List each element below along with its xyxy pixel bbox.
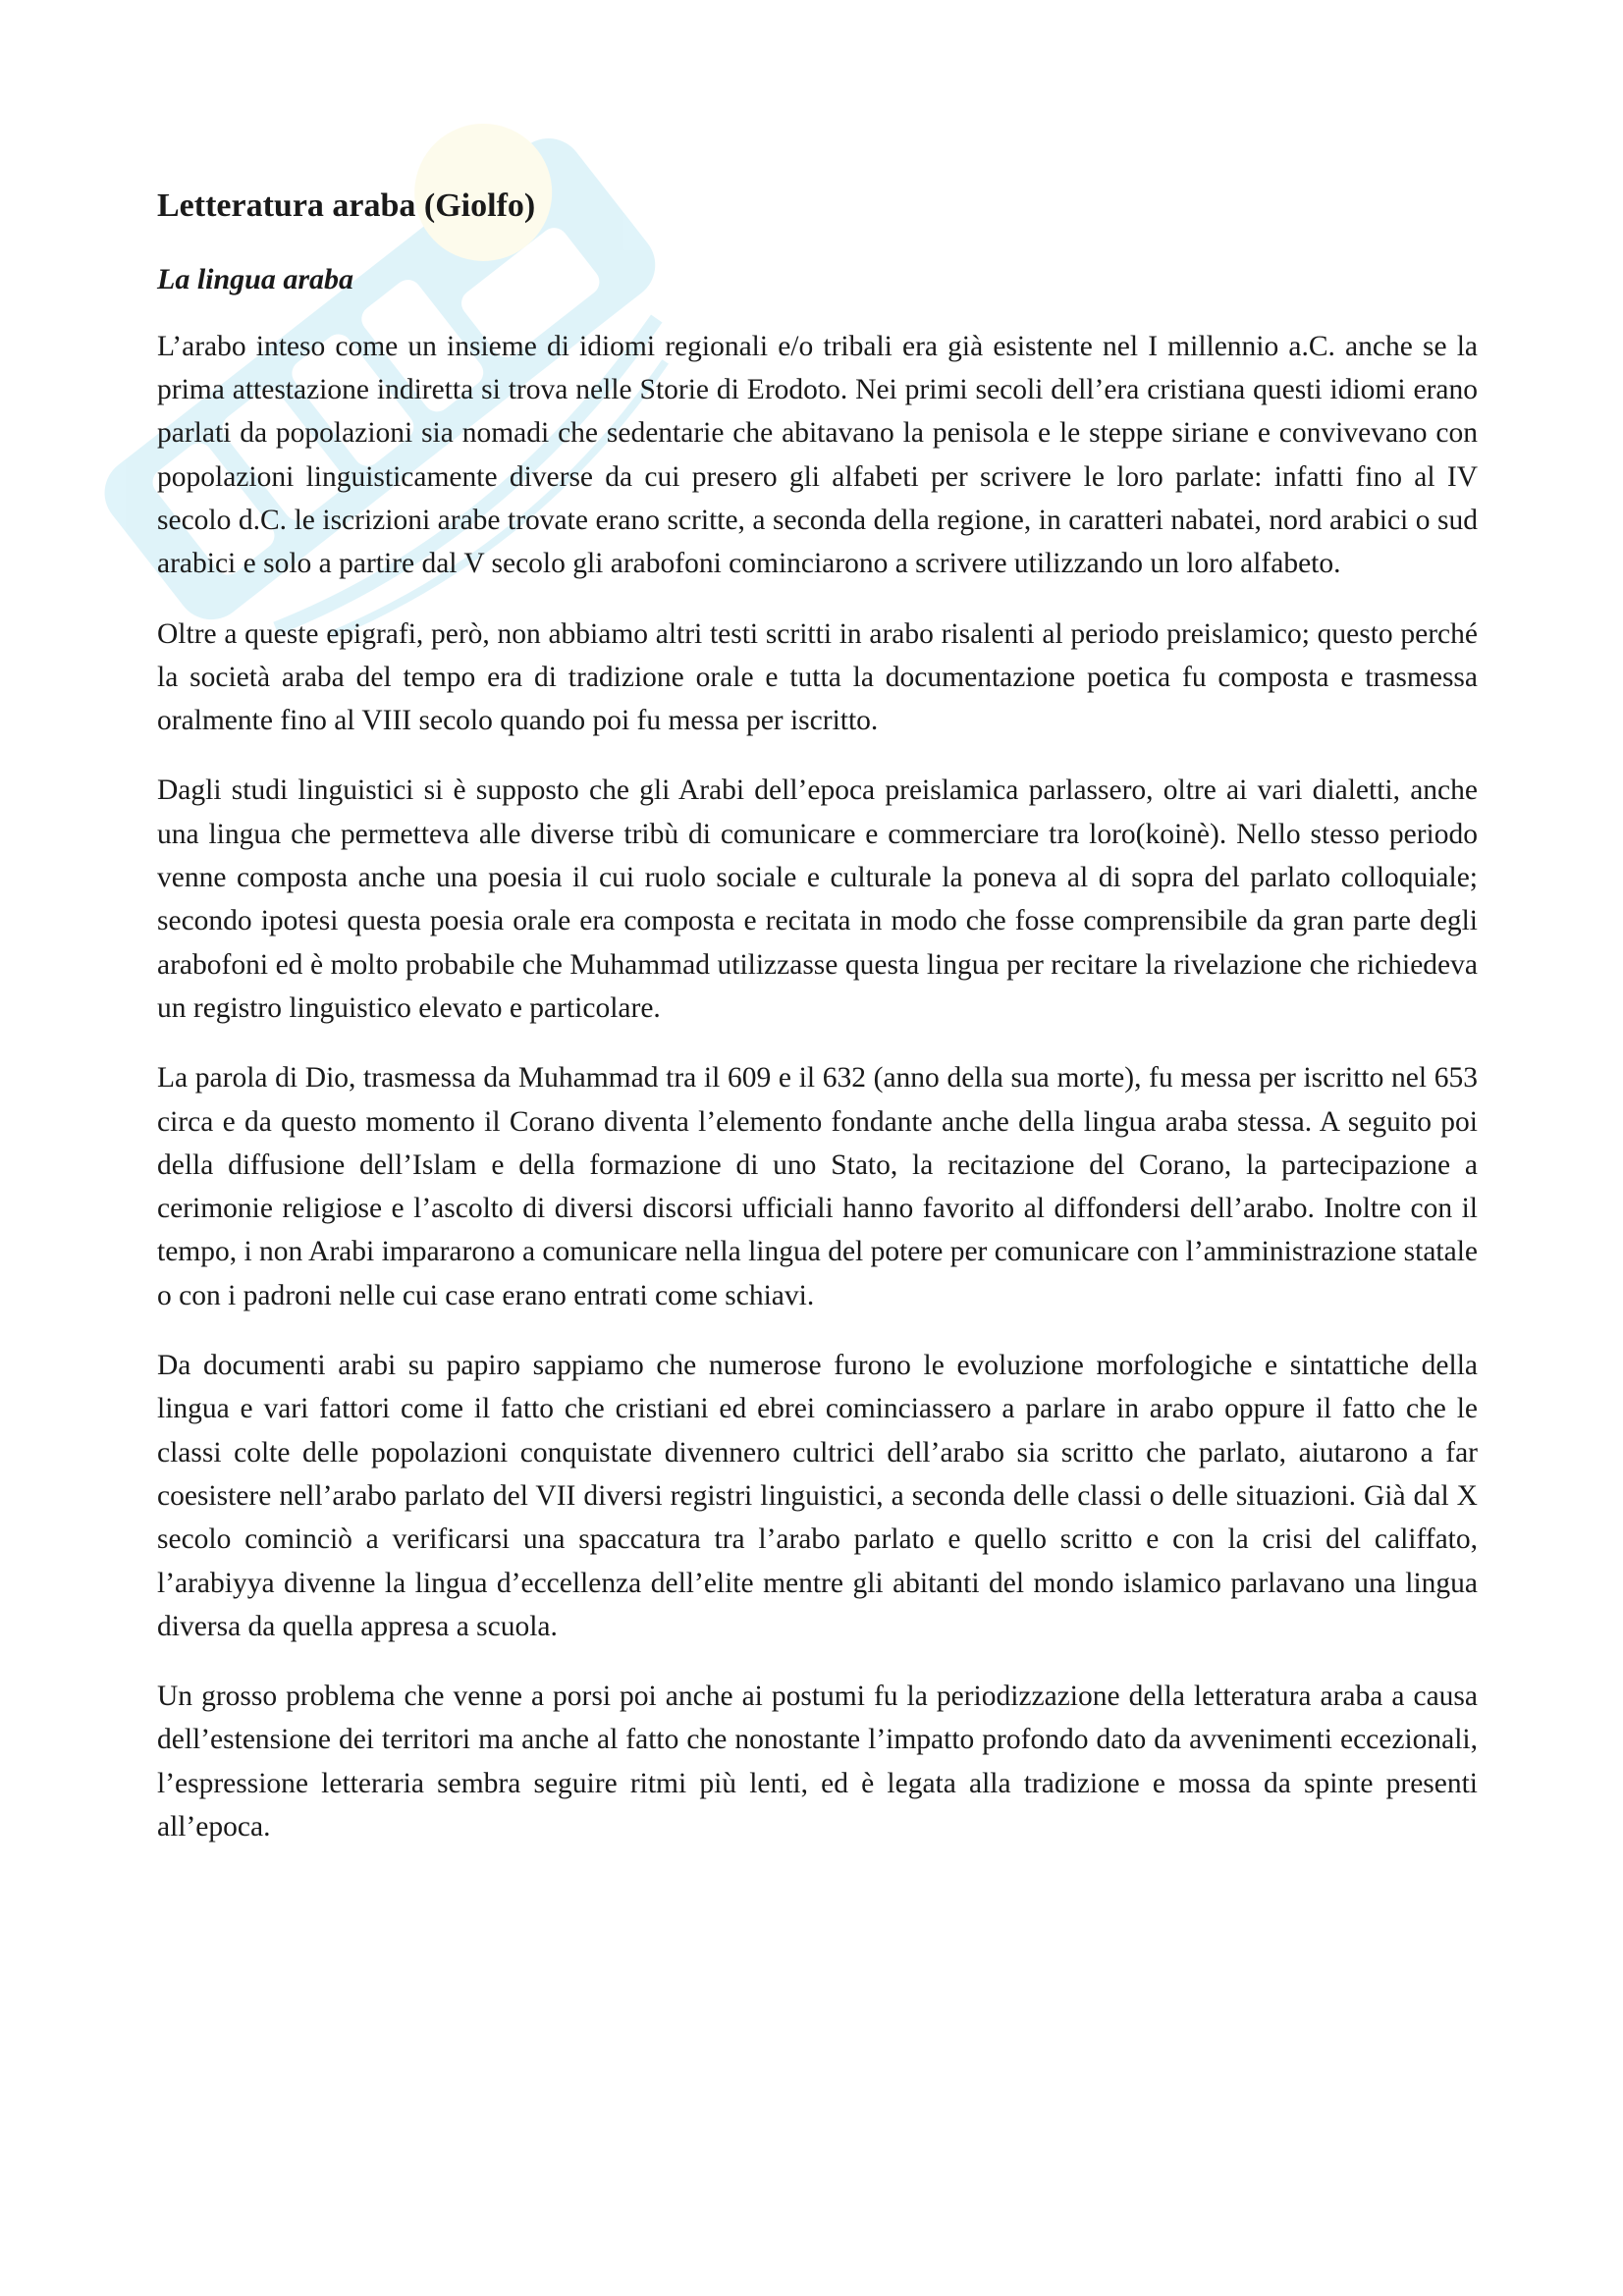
document-page: [157, 187, 1478, 1875]
paragraph: La parola di Dio, trasmessa da Muhammad tra il 609 e il 632 (anno della sua morte), fu messa per iscritto nel 653 circa e da questo momento il Corano diventa l’elemento fondante anche della lingua araba stessa. A seguito poi della diffusione dell’Islam e della formazione di uno Stato, la recitazione del Corano, la partecipazione a cerimonie religiose e l’ascolto di diversi discorsi ufficiali hanno favorito al diffondersi dell’arabo. Inoltre con il tempo, i non Arabi impararono a comunicare nella lingua del potere per comunicare con l’amministrazione statale o con i padroni nelle cui case erano entrati come schiavi.: [157, 1062, 1479, 1311]
document-title: Letteratura araba (Giolfo): [157, 187, 536, 224]
paragraph: Da documenti arabi su papiro sappiamo che numerose furono le evoluzione morfologiche e sintattiche della lingua e vari fattori come il fatto che cristiani ed ebrei cominciassero a parlare in arabo oppure il fatto che le classi colte delle popolazioni conquistate divennero cultrici dell’arabo sia scritto che parlato, aiutarono a far coesistere nell’arabo parlato del VII diversi registri linguistici, a seconda delle classi o delle situazioni. Già dal X secolo cominciò a verificarsi una spaccatura tra l’arabo parlato e quello scritto e con la crisi del califfato, l’arabiyya divenne la lingua d’eccellenza dell’elite mentre gli abitanti del mondo islamico parlavano una lingua diversa da quella appresa a scuola.: [157, 1350, 1478, 1642]
paragraph: Dagli studi linguistici si è supposto che gli Arabi dell’epoca preislamica parlassero, oltre ai vari dialetti, anche una lingua che permetteva alle diverse tribù di comunicare e commerciare tra loro(koinè). Nello stesso periodo venne composta anche una poesia il cui ruolo sociale e culturale la poneva al di sopra del parlato colloquiale; secondo ipotesi questa poesia orale era composta e recitata in modo che fosse comprensibile da gran parte degli arabofoni ed è molto probabile che Muhammad utilizzasse questa lingua per recitare la rivelazione che richiedeva un registro linguistico elevato e particolare.: [157, 774, 1478, 1024]
section-title: La lingua araba: [157, 262, 354, 295]
paragraph: L’arabo inteso come un insieme di idiomi regionali e/o tribali era già esistente nel I millennio a.C. anche se la prima attestazione indiretta si trova nelle Storie di Erodoto. Nei primi secoli dell’era cristiana questi idiomi erano parlati da popolazioni sia nomadi che sedentarie che abitavano la penisola e le steppe siriane e convivevano con popolazioni linguisticamente diverse da cui presero gli alfabeti per scrivere le loro parlate: infatti fino al IV secolo d.C. le iscrizioni arabe trovate erano scritte, a seconda della regione, in caratteri nabatei, nord arabici o sud arabici e solo a partire dal V secolo gli arabofoni cominciarono a scrivere utilizzando un loro alfabeto.: [157, 330, 1478, 580]
paragraph: Un grosso problema che venne a porsi poi anche ai postumi fu la periodizzazione della letteratura araba a causa dell’estensione dei territori ma anche al fatto che nonostante l’impatto profondo dato da avvenimenti eccezionali, l’espressione letteraria sembra seguire ritmi più lenti, ed è legata alla tradizione e mossa da spinte presenti all’epoca.: [157, 1681, 1478, 1842]
paragraph: Oltre a queste epigrafi, però, non abbiamo altri testi scritti in arabo risalenti al periodo preislamico; questo perché la società araba del tempo era di tradizione orale e tutta la documentazione poetica fu composta e trasmessa oralmente fino al VIII secolo quando poi fu messa per iscritto.: [157, 617, 1478, 737]
